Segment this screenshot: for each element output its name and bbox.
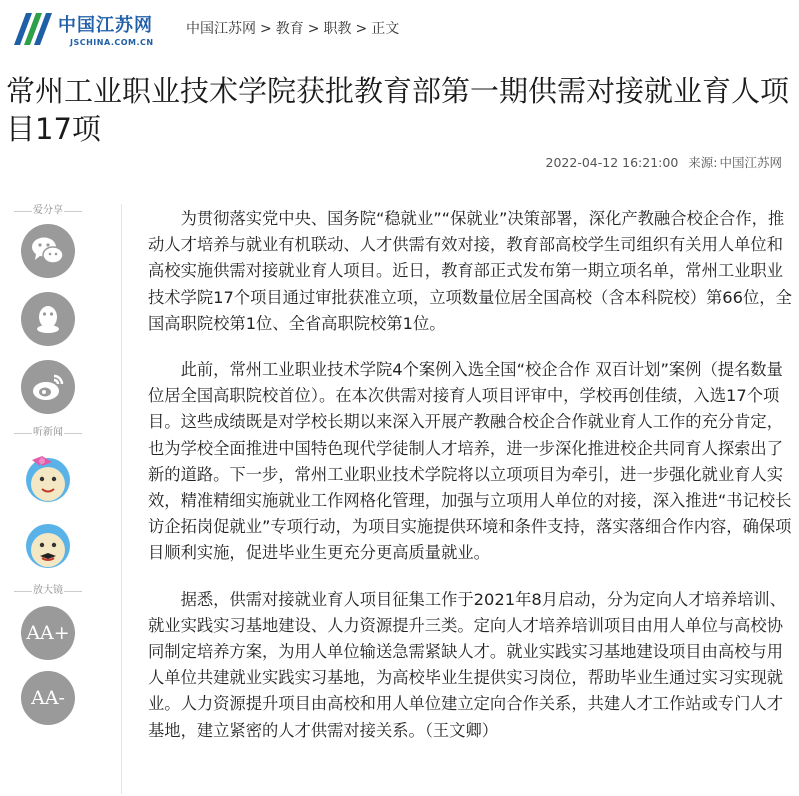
zoom-label: 放大镜 — [10, 584, 86, 598]
publish-date: 2022-04-12 16:21:00 — [545, 155, 679, 170]
zoom-out-button[interactable] — [21, 671, 75, 725]
listen-label: 听新闻 — [10, 426, 86, 440]
article-paragraph: 据悉，供需对接就业育人项目征集工作于2021年8月启动，分为定向人才培养培训、就业实践实习基地建设、人力资源提升三类。定向人才培养培训项目由用人单位与高校协同制定培养方案，为用人单位输送急需紧缺人才。就业实践实习基地建设项目由高校与用人单位共建就业实践实习基地，为高校毕业生提供实习岗位，帮助毕业生通过实习实现就业。人力资源提升项目由高校和用人单位建立定向合作关系，共建人才工作站或专门人才基地，建立紧密的人才供需对接关系。（王文卿） — [148, 589, 786, 740]
share-label: 爱分享 — [10, 204, 86, 218]
wechat-icon — [31, 236, 65, 266]
weibo-icon — [31, 372, 65, 402]
breadcrumb — [186, 18, 399, 38]
article-paragraph: 此前，常州工业职业技术学院4个案例入选全国“校企合作 双百计划”案例（提名数量位居全国高职院校首位）。在本次供需对接育人项目评审中，学校再创佳绩，入选17个项目。这些成绩既是对学校长期以来深入开展产教融合校企合作就业育人工作的充分肯定，也为学校全面推进中国特色现代学徒制人才培养，进一步深化推进校企共同育人探索出了新的道路。下一步，常州工业职业技术学院将以立项项目为牵引，进一步强化就业育人实效，精准精细实施就业工作网格化管理，加强与立项用人单位的对接，深入推进“书记校长访企拓岗促就业”专项行动，为项目实施提供环境和条件支持，落实落细合作内容，确保项目顺利实施，促进毕业生更充分更高质量就业。 — [148, 360, 792, 563]
sidebar-divider — [121, 204, 122, 794]
article-meta — [540, 153, 782, 171]
breadcrumb-home[interactable]: 中国江苏网 — [186, 21, 256, 37]
logo-text: 中国江苏网 — [58, 15, 153, 36]
breadcrumb-separator: > — [355, 21, 368, 37]
breadcrumb-separator: > — [307, 21, 320, 37]
header — [0, 0, 799, 60]
breadcrumb-education[interactable]: 教育 — [275, 21, 304, 37]
article-paragraph: 为贯彻落实党中央、国务院“稳就业”“保就业”决策部署，深化产教融合校企合作，推动人才培养与就业有机联动、人才供需有效对接，教育部高校学生司组织有关用人单位和高校实施供需对接就业育人项目。近日，教育部正式发布第一期立项名单，常州工业职业技术学院17个项目通过审批获准立项，立项数量位居全国高校（含本科院校）第66位，全国高职院校第1位、全省高职院校第1位。 — [148, 209, 792, 333]
article-title: 常州工业职业技术学院获批教育部第一期供需对接就业育人项目17项 — [6, 74, 790, 146]
breadcrumb-separator: > — [260, 21, 272, 37]
zoom-in-button[interactable] — [21, 606, 75, 660]
qq-share-button[interactable] — [21, 292, 75, 346]
source-name: 中国江苏网 — [719, 155, 782, 170]
zoom-out-icon: AA- — [31, 687, 65, 709]
qq-icon — [35, 304, 61, 334]
source-label: 来源: — [688, 155, 718, 170]
breadcrumb-vocational[interactable]: 职教 — [323, 21, 352, 37]
site-logo[interactable] — [8, 5, 158, 53]
zoom-in-icon: AA+ — [26, 622, 70, 644]
weibo-share-button[interactable] — [21, 360, 75, 414]
breadcrumb-current: 正文 — [371, 21, 400, 37]
logo-mark-icon — [8, 5, 54, 53]
article-body — [148, 206, 796, 764]
female-voice-avatar-icon[interactable] — [18, 446, 78, 506]
wechat-share-button[interactable] — [21, 224, 75, 278]
logo-domain: JSCHINA.COM.CN — [70, 38, 154, 47]
male-voice-avatar-icon[interactable] — [18, 514, 78, 574]
